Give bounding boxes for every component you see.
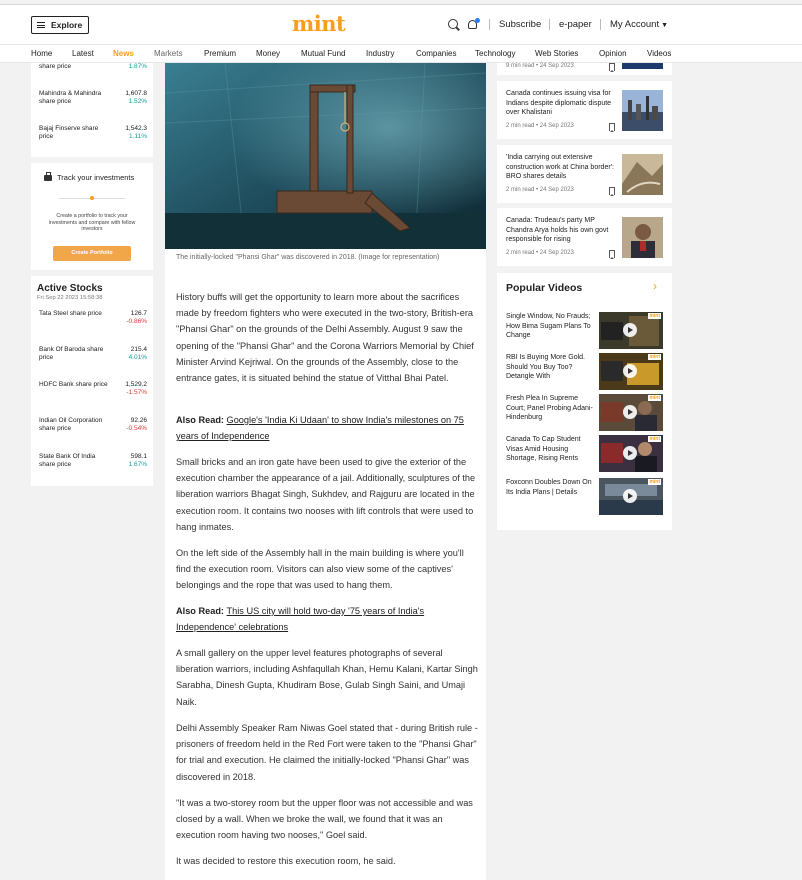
stock-change: -0.86% bbox=[126, 318, 147, 325]
track-title: Track your investments bbox=[57, 173, 135, 182]
popular-videos-card bbox=[497, 273, 672, 530]
video-title[interactable]: Canada To Cap Student Visas Amid Housing Shortage, Rising Rents bbox=[506, 436, 581, 463]
subscribe-link[interactable]: Subscribe bbox=[499, 19, 542, 30]
mint-badge: mint bbox=[649, 436, 660, 442]
video-item[interactable] bbox=[506, 353, 671, 390]
active-stocks-title: Active Stocks bbox=[37, 283, 103, 294]
popular-videos-title: Popular Videos bbox=[506, 282, 583, 294]
play-icon[interactable] bbox=[623, 446, 637, 460]
nav-item-technology[interactable]: Technology bbox=[475, 49, 516, 58]
also-read bbox=[176, 603, 479, 635]
nav-item-latest[interactable]: Latest bbox=[72, 49, 94, 58]
create-portfolio-button[interactable]: Create Portfolio bbox=[53, 246, 131, 261]
chevron-down-icon: ▼ bbox=[661, 22, 669, 29]
divider bbox=[600, 19, 601, 30]
nav-item-news[interactable]: News bbox=[113, 49, 134, 58]
stock-price: 1,529.2 bbox=[125, 381, 147, 388]
article-paragraph: A small gallery on the upper level features photographs of several liberation warriors, including Ashfaqullah Khan, Hemu Kalani, Kartar Singh Sarabha, Dinesh Gupta, Khudiram Bose, Gulab Singh Saini, and Umaji Naik. bbox=[176, 648, 478, 707]
search-icon[interactable] bbox=[448, 19, 458, 29]
play-icon[interactable] bbox=[623, 323, 637, 337]
divider bbox=[549, 19, 550, 30]
stock-name: share price bbox=[39, 63, 72, 70]
article-paragraph: "It was a two-storey room but the upper floor was not accessible and was closed by a wall. When we broke the wall, we found that it was an execution room having two nooses," Goel said. bbox=[176, 798, 473, 841]
video-item[interactable] bbox=[506, 312, 671, 349]
stock-change: 4.01% bbox=[128, 354, 147, 361]
site-header bbox=[0, 5, 802, 44]
video-thumbnail[interactable] bbox=[599, 353, 663, 390]
stock-change: -1.57% bbox=[126, 389, 147, 396]
news-title[interactable]: Canada: Trudeau's party MP Chandra Arya holds his own govt responsible for rising bbox=[506, 217, 609, 244]
stock-change: 1.52% bbox=[128, 98, 147, 105]
news-item[interactable] bbox=[497, 63, 672, 75]
video-thumbnail[interactable] bbox=[599, 435, 663, 472]
bookmark-icon[interactable] bbox=[609, 187, 615, 195]
news-thumbnail bbox=[622, 217, 663, 258]
my-account-label: My Account bbox=[610, 19, 660, 30]
nav-item-web-stories[interactable]: Web Stories bbox=[535, 49, 579, 58]
stock-name: Bank Of Baroda share price bbox=[39, 346, 104, 361]
stock-price: 92.26 bbox=[130, 417, 147, 424]
news-meta: 9 min read • 24 Sep 2023 bbox=[506, 63, 574, 69]
my-account-menu[interactable] bbox=[610, 19, 668, 30]
explore-button[interactable] bbox=[31, 16, 89, 34]
bookmark-icon[interactable] bbox=[609, 250, 615, 258]
mint-badge: mint bbox=[649, 313, 660, 319]
video-title[interactable]: Foxconn Doubles Down On Its India Plans | Details bbox=[506, 479, 592, 496]
article-paragraph: History buffs will get the opportunity to learn more about the sacrifices made by freedom fighters who were executed in the two-story, British-era "Phansi Ghar" on the grounds of the Delhi Assembly. August 9 saw the opening of the "Phansi Ghar" and the Corona Warriors Memorial by Chief Minister Arvind Kejriwal. On the grounds of the Assembly, close to the entrance gates, it is situated behind the statue of Vitthal Bhai Patel. bbox=[176, 292, 474, 384]
nav-item-markets[interactable]: Markets bbox=[154, 49, 183, 58]
active-stocks-date: Fri Sep 22 2023 15:58:38 bbox=[37, 295, 103, 301]
notification-icon[interactable] bbox=[468, 20, 477, 29]
stock-name: State Bank Of India share price bbox=[39, 453, 96, 468]
news-thumbnail bbox=[622, 63, 663, 69]
main-nav bbox=[0, 44, 802, 63]
bookmark-icon[interactable] bbox=[609, 63, 615, 71]
article-paragraph: On the left side of the Assembly hall in the main building is where you'll find the execution room. Visitors can also view some of the captives' belongings and the rope that was used to hang them. bbox=[176, 548, 464, 591]
play-icon[interactable] bbox=[623, 364, 637, 378]
also-read-label: Also Read: bbox=[176, 606, 227, 616]
nav-item-money[interactable]: Money bbox=[256, 49, 281, 58]
video-thumbnail[interactable] bbox=[599, 312, 663, 349]
dot-icon bbox=[90, 196, 94, 200]
also-read-label: Also Read: bbox=[176, 415, 227, 425]
stock-name: Tata Steel share price bbox=[39, 310, 102, 317]
also-read bbox=[176, 412, 479, 444]
stock-price: 1,607.8 bbox=[125, 90, 147, 97]
active-stocks-card bbox=[31, 276, 153, 486]
stock-price: 126.7 bbox=[130, 310, 147, 317]
news-thumbnail bbox=[622, 90, 663, 131]
article-hero-image bbox=[165, 63, 486, 249]
article-paragraph: Delhi Assembly Speaker Ram Niwas Goel stated that - during British rule - prisoners of freedom held in the Red Fort were taken to the "Phansi Ghar" for trial and execution. He claimed the initially-locked "Phansi Ghar" was discovered in 2018. bbox=[176, 723, 478, 782]
nav-item-home[interactable]: Home bbox=[31, 49, 53, 58]
divider bbox=[489, 19, 490, 30]
stock-name: HDFC Bank share price bbox=[39, 381, 108, 388]
hamburger-icon bbox=[37, 22, 45, 28]
nav-item-videos[interactable]: Videos bbox=[647, 49, 672, 58]
news-title[interactable]: Canada continues issuing visa for Indians despite diplomatic dispute over Khalistani bbox=[506, 90, 612, 117]
explore-label: Explore bbox=[51, 20, 83, 30]
video-item[interactable] bbox=[506, 394, 671, 431]
video-title[interactable]: Fresh Plea In Supreme Court; Panel Probing Adani-Hindenburg bbox=[506, 395, 593, 422]
mint-badge: mint bbox=[649, 479, 660, 485]
news-item[interactable] bbox=[497, 208, 672, 266]
video-item[interactable] bbox=[506, 435, 671, 472]
nav-item-companies[interactable]: Companies bbox=[416, 49, 457, 58]
play-icon[interactable] bbox=[623, 489, 637, 503]
track-investments-card bbox=[31, 163, 153, 270]
stock-name: Bajaj Finserve share price bbox=[39, 125, 99, 140]
stock-change: 1.87% bbox=[128, 63, 147, 70]
mint-logo[interactable]: mint bbox=[292, 11, 346, 36]
mint-badge: mint bbox=[649, 395, 660, 401]
video-thumbnail[interactable] bbox=[599, 394, 663, 431]
video-title[interactable]: Single Window, No Frauds; How Bima Sugam Plans To Change bbox=[506, 313, 591, 340]
mint-badge: mint bbox=[649, 354, 660, 360]
also-read-link[interactable]: This US city will hold two-day '75 years of India's Independence' celebrations bbox=[176, 606, 425, 633]
briefcase-icon bbox=[44, 175, 52, 181]
nav-item-opinion[interactable]: Opinion bbox=[599, 49, 627, 58]
stock-price: 215.4 bbox=[130, 346, 147, 353]
video-thumbnail[interactable] bbox=[599, 478, 663, 515]
news-item[interactable] bbox=[497, 81, 672, 139]
video-title[interactable]: RBI Is Buying More Gold. Should You Buy Too? Detangle With bbox=[506, 354, 585, 381]
article-paragraph: It was decided to restore this execution room, he said. bbox=[176, 856, 396, 866]
bookmark-icon[interactable] bbox=[609, 123, 615, 131]
news-thumbnail bbox=[622, 154, 663, 195]
news-meta: 2 min read • 24 Sep 2023 bbox=[506, 250, 574, 256]
stock-change: 1.11% bbox=[129, 133, 147, 140]
stock-name: Mahindra & Mahindra share price bbox=[39, 90, 102, 105]
stock-change: -0.54% bbox=[126, 425, 147, 432]
news-meta: 2 min read • 24 Sep 2023 bbox=[506, 187, 574, 193]
news-item[interactable] bbox=[497, 145, 672, 203]
nav-item-premium[interactable]: Premium bbox=[204, 49, 237, 58]
news-title[interactable]: 'India carrying out extensive construction work at China border': BRO shares details bbox=[506, 154, 614, 181]
nav-item-mutual-fund[interactable]: Mutual Fund bbox=[301, 49, 346, 58]
stock-name: Indian Oil Corporation share price bbox=[39, 417, 103, 432]
stock-price: 1,542.3 bbox=[125, 125, 147, 132]
nav-item-industry[interactable]: Industry bbox=[366, 49, 395, 58]
also-read-link[interactable]: Google's 'India Ki Udaan' to show India's milestones on 75 years of Independence bbox=[176, 415, 464, 442]
chevron-right-icon[interactable]: › bbox=[653, 279, 657, 293]
top-stocks-card bbox=[31, 63, 153, 157]
article-paragraph: Small bricks and an iron gate have been used to give the exterior of the execution chamber the appearance of a jail. Additionally, sculptures of the liberation warriors Bhagat Singh, Sukhdev, and Rajguru are located in the execution room. It contains two nooses with lift controls that were used to hang inmates. bbox=[176, 457, 476, 532]
epaper-link[interactable]: e-paper bbox=[559, 19, 592, 30]
stock-price: 598.1 bbox=[130, 453, 147, 460]
article-body bbox=[165, 63, 486, 880]
track-description: Create a portfolio to track your investments and compare with fellow investors bbox=[48, 213, 136, 232]
image-caption: The initially-locked "Phansi Ghar" was discovered in 2018. (Image for representation) bbox=[176, 254, 440, 261]
play-icon[interactable] bbox=[623, 405, 637, 419]
news-meta: 2 min read • 24 Sep 2023 bbox=[506, 123, 574, 129]
stock-change: 1.67% bbox=[128, 461, 147, 468]
video-item[interactable] bbox=[506, 478, 671, 515]
